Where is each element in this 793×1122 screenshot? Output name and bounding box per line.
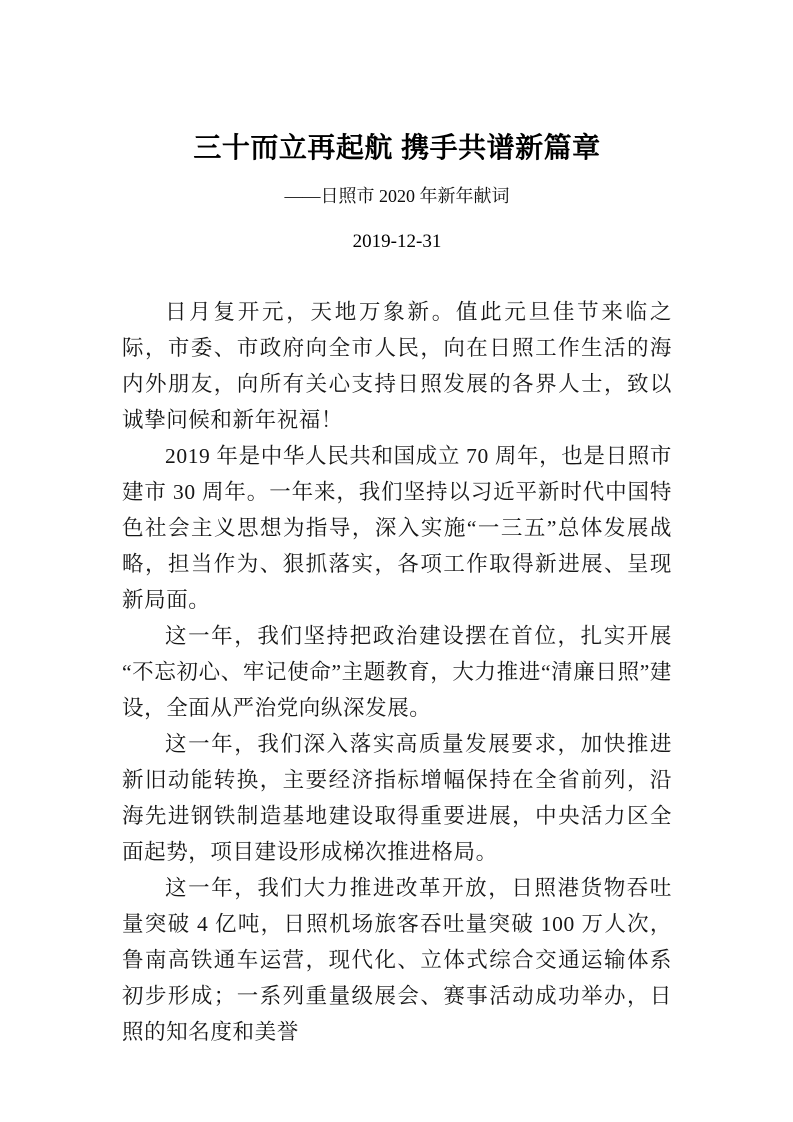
document-content bbox=[122, 0, 672, 1050]
body-paragraph: 这一年，我们大力推进改革开放，日照港货物吞吐量突破 4 亿吨，日照机场旅客吞吐量突破 100 万人次，鲁南高铁通车运营，现代化、立体式综合交通运输体系初步形成；一系列重量级展会、赛事活动成功举办，日照的知名度和美誉 bbox=[122, 876, 672, 1044]
document-date: 2019-12-31 bbox=[352, 231, 442, 252]
body-paragraph: 这一年，我们深入落实高质量发展要求，加快推进新旧动能转换，主要经济指标增幅保持在全省前列，沿海先进钢铁制造基地建设取得重要进展，中央活力区全面起势，项目建设形成梯次推进格局。 bbox=[122, 732, 672, 864]
body-paragraph: 2019 年是中华人民共和国成立 70 周年，也是日照市建市 30 周年。一年来，我们坚持以习近平新时代中国特色社会主义思想为指导，深入实施“一三五”总体发展战略，担当作为、狠抓落实，各项工作取得新进展、呈现新局面。 bbox=[122, 444, 672, 612]
document-subtitle: ——日照市 2020 年新年献词 bbox=[284, 186, 510, 206]
document-body bbox=[122, 256, 672, 1050]
body-paragraph: 这一年，我们坚持把政治建设摆在首位，扎实开展“不忘初心、牢记使命”主题教育，大力推进“清廉日照”建设，全面从严治党向纵深发展。 bbox=[122, 624, 672, 720]
body-paragraph: 日月复开元，天地万象新。值此元旦佳节来临之际，市委、市政府向全市人民，向在日照工作生活的海内外朋友，向所有关心支持日照发展的各界人士，致以诚挚问候和新年祝福！ bbox=[122, 300, 672, 432]
page-title: 三十而立再起航 携手共谱新篇章 bbox=[193, 132, 601, 163]
